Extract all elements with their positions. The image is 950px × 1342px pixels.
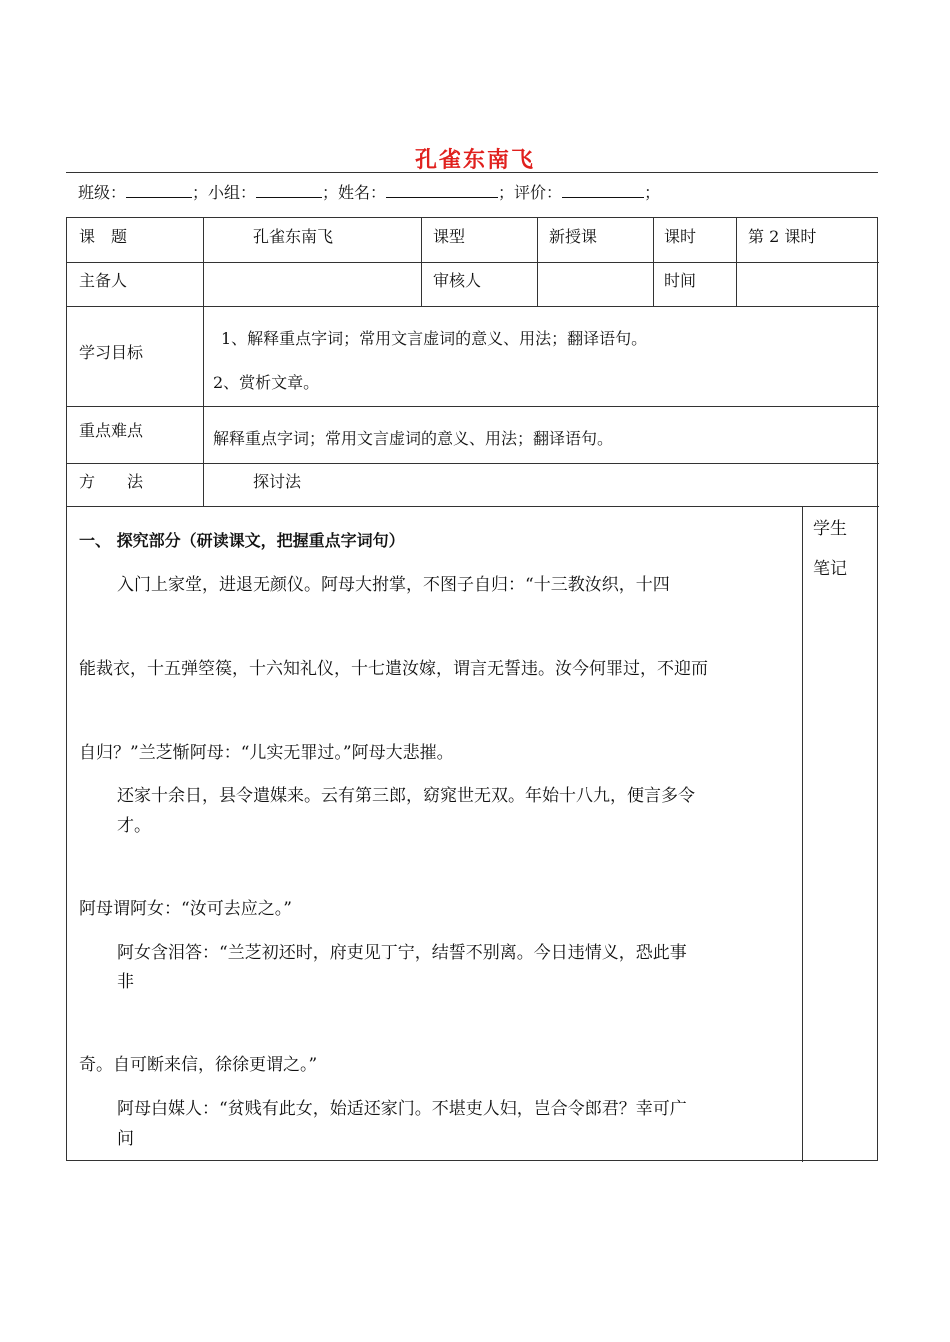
eval-label: ；评价： xyxy=(498,183,563,202)
time-label: 时间 xyxy=(664,271,697,290)
page-title: 孔雀东南飞 xyxy=(414,148,535,173)
type-label: 课型 xyxy=(433,227,466,246)
row-divider xyxy=(67,262,879,263)
row-divider xyxy=(67,463,879,464)
lesson-plan-table xyxy=(66,217,878,1161)
text-line: 自归？”兰芝惭阿母：“儿实无罪过。”阿母大悲摧。 xyxy=(79,743,454,763)
text-line: 阿女含泪答：“兰芝初还时，府吏见丁宁，结誓不别离。今日违情义，恐此事 xyxy=(117,943,687,963)
group-blank[interactable] xyxy=(256,183,322,198)
method-label: 方 法 xyxy=(79,472,144,491)
student-info-line xyxy=(78,180,660,203)
difficulty-value: 解释重点字词；常用文言虚词的意义、用法；翻译语句。 xyxy=(213,429,614,448)
notes-col-divider xyxy=(802,506,803,1162)
col-divider xyxy=(736,218,737,306)
text-line: 非 xyxy=(117,972,134,992)
goals-label: 学习目标 xyxy=(79,343,144,362)
preparer-label: 主备人 xyxy=(79,271,128,290)
text-line: 问 xyxy=(117,1129,134,1149)
text-line: 还家十余日，县令遣媒来。云有第三郎，窈窕世无双。年始十八九，便言多令 xyxy=(117,786,695,806)
method-value: 探讨法 xyxy=(253,472,302,491)
topic-value: 孔雀东南飞 xyxy=(253,227,334,246)
class-label: 班级： xyxy=(78,183,127,202)
goal-1: 1、解释重点字词；常用文言虚词的意义、用法；翻译语句。 xyxy=(221,329,648,348)
col-divider xyxy=(421,218,422,306)
topic-label: 课 题 xyxy=(79,227,128,246)
text-line: 阿母谓阿女：“汝可去应之。” xyxy=(79,899,292,919)
col-divider xyxy=(203,218,204,506)
name-blank[interactable] xyxy=(386,183,498,198)
text-line: 奇。自可断来信，徐徐更谓之。” xyxy=(79,1055,318,1075)
text-line: 才。 xyxy=(117,816,151,836)
difficulty-label: 重点难点 xyxy=(79,421,144,440)
title-divider xyxy=(66,172,878,173)
eval-blank[interactable] xyxy=(562,183,644,198)
notes-label-line2: 笔记 xyxy=(813,559,847,579)
col-divider xyxy=(653,218,654,306)
group-label: ；小组： xyxy=(192,183,257,202)
text-line: 阿母白媒人：“贫贱有此女，始适还家门。不堪吏人妇，岂合令郎君？幸可广 xyxy=(117,1099,687,1119)
type-value: 新授课 xyxy=(549,227,598,246)
reviewer-label: 审核人 xyxy=(433,271,482,290)
notes-label-line1: 学生 xyxy=(813,519,847,539)
row-divider xyxy=(67,406,879,407)
period-label: 课时 xyxy=(664,227,697,246)
col-divider xyxy=(537,218,538,306)
goal-2: 2、赏析文章。 xyxy=(213,373,320,392)
period-value: 第 2 课时 xyxy=(748,227,817,246)
text-line: 能裁衣，十五弹箜篌，十六知礼仪，十七遣汝嫁，谓言无誓违。汝今何罪过，不迎而 xyxy=(79,659,708,679)
row-divider xyxy=(67,506,879,507)
row-divider xyxy=(67,306,879,307)
info-end: ； xyxy=(644,183,661,202)
name-label: ；姓名： xyxy=(322,183,387,202)
section-heading: 一、 探究部分（研读课文，把握重点字词句） xyxy=(79,531,405,550)
class-blank[interactable] xyxy=(126,183,192,198)
text-line: 入门上家堂，进退无颜仪。阿母大拊掌，不图子自归：“十三教汝织，十四 xyxy=(117,575,670,595)
